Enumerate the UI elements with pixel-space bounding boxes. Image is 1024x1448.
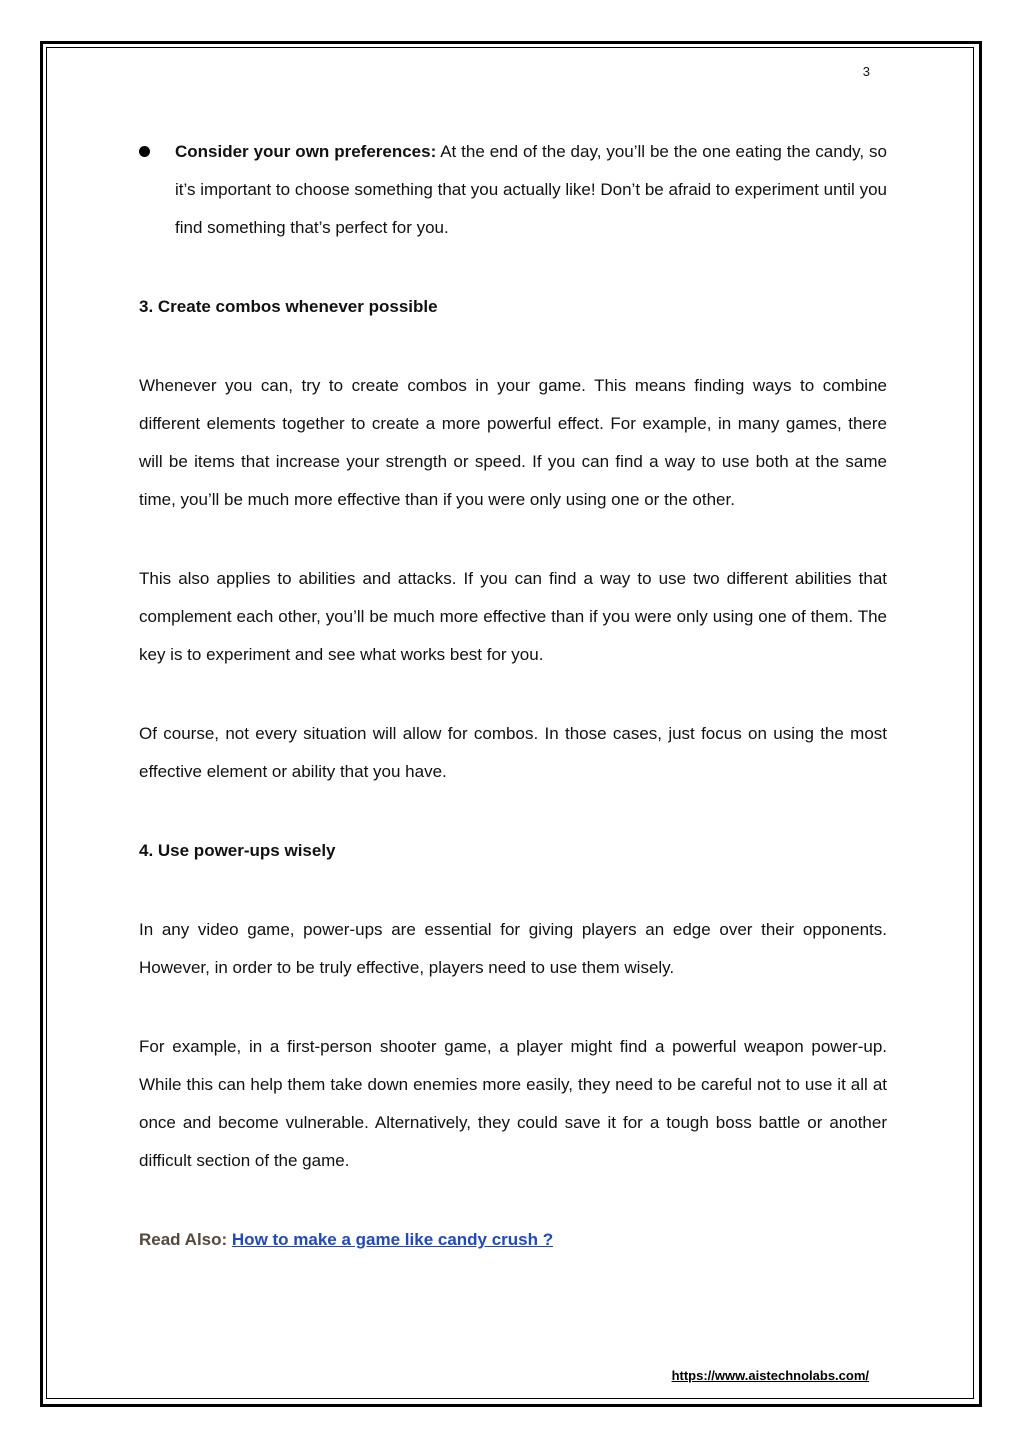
- bullet-item-preferences: [139, 133, 887, 247]
- read-also-label: Read Also:: [139, 1230, 228, 1249]
- paragraph: Whenever you can, try to create combos in your game. This means finding ways to combine different elements together to create a more powerful effect. For example, in many games, there will be items that increase your strength or speed. If you can find a way to use both at the same time, you’ll be much more effective than if you were only using one or the other.: [139, 376, 887, 509]
- bullet-text: At the end of the day, you’ll be the one eating the candy, so it’s important to choose something that you actually like! Don’t be afraid to experiment until you find something that’s perfect for you.: [175, 142, 887, 237]
- paragraph: This also applies to abilities and attacks. If you can find a way to use two different abilities that complement each other, you’ll be much more effective than if you were only using one of them. The key is to experiment and see what works best for you.: [139, 569, 887, 664]
- section-heading-combos: 3. Create combos whenever possible: [139, 297, 438, 316]
- section-heading-power-ups: 4. Use power-ups wisely: [139, 841, 336, 860]
- paragraph: Of course, not every situation will allow for combos. In those cases, just focus on using the most effective element or ability that you have.: [139, 724, 887, 781]
- page-number: 3: [862, 64, 870, 79]
- footer-url-link[interactable]: https://www.aistechnolabs.com/: [671, 1368, 869, 1383]
- document-body: [139, 133, 887, 1259]
- bullet-dot-icon: [139, 146, 150, 157]
- paragraph: In any video game, power-ups are essential for giving players an edge over their opponents. However, in order to be truly effective, players need to use them wisely.: [139, 920, 887, 977]
- paragraph: For example, in a first-person shooter game, a player might find a powerful weapon power-up. While this can help them take down enemies more easily, they need to be careful not to use it all at once and become vulnerable. Alternatively, they could save it for a tough boss battle or another difficult section of the game.: [139, 1037, 887, 1170]
- read-also-link[interactable]: How to make a game like candy crush ?: [231, 1230, 554, 1249]
- bullet-label: Consider your own preferences:: [175, 142, 437, 161]
- read-also: [139, 1221, 887, 1259]
